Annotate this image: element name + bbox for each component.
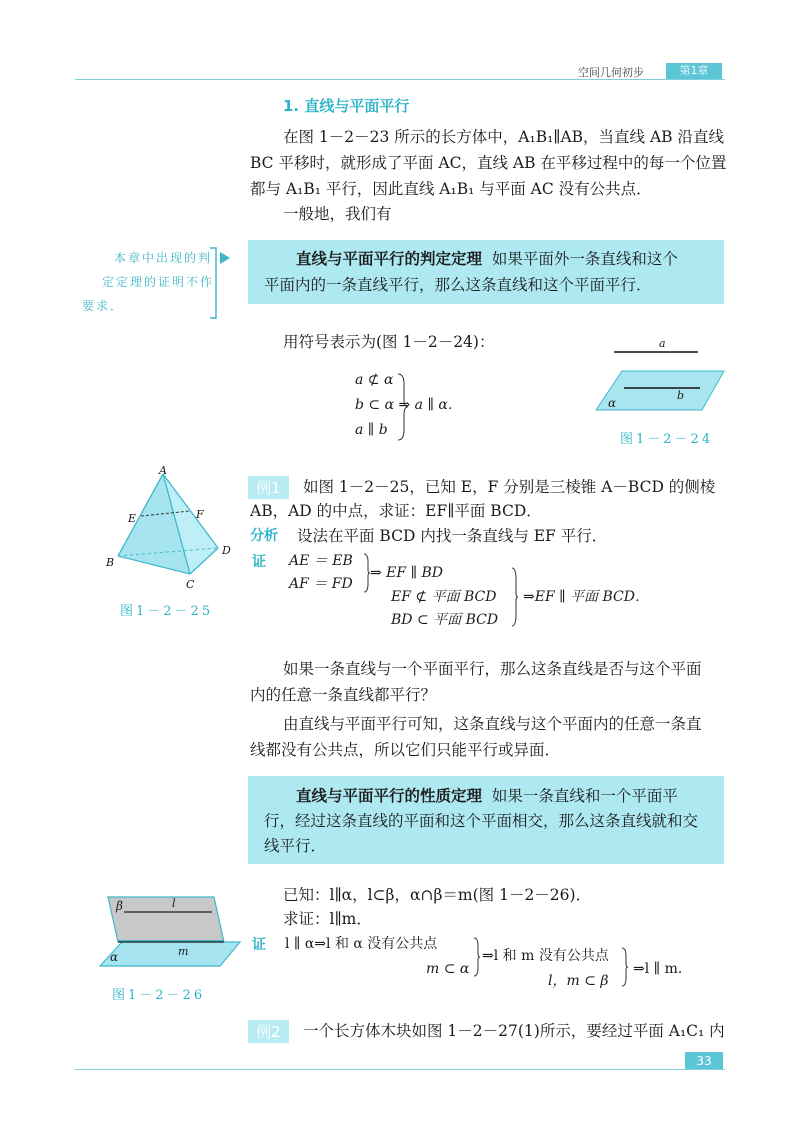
- symbolic-intro: 用符号表示为(图 1－2－24)：: [283, 333, 495, 351]
- theorem-2-title: 直线与平面平行的性质定理: [296, 787, 483, 805]
- fig24-label-alpha: α: [608, 396, 617, 410]
- intro-line-2: BC 平移时，就形成了平面 AC，直线 AB 在平移过程中的每一个位置: [250, 154, 727, 172]
- proof-1-line-5: BD ⊂ 平面 BCD: [391, 612, 499, 628]
- theorem-1-text-1: 如果平面外一条直线和这个: [491, 250, 678, 268]
- intro-line-4: 一般地，我们有: [283, 205, 392, 223]
- page-number: 33: [685, 1052, 723, 1070]
- margin-note-line-3: 要求．: [82, 299, 125, 313]
- proof-1-line-2: AF ＝ FD: [289, 576, 353, 592]
- symbolic-line-2: b ⊂ α ⇒ a ∥ α．: [355, 397, 462, 413]
- proof-1-label: 证: [252, 554, 266, 570]
- intro-line-1: 在图 1－2－23 所示的长方体中，A₁B₁∥AB，当直线 AB 沿直线: [283, 128, 724, 146]
- margin-note-line-2: 定定理的证明不作: [101, 275, 214, 289]
- example-2-line-1: 一个长方体木块如图 1－2－27(1)所示，要经过平面 A₁C₁ 内: [303, 1022, 725, 1040]
- proof-1-line-6: ⇒EF ∥ 平面 BCD．: [523, 589, 649, 605]
- running-header-title: 空间几何初步: [578, 66, 644, 79]
- proof-2-brace-2-icon: [620, 946, 630, 988]
- proof-1-brace-1-icon: [362, 552, 372, 594]
- analysis-text: 设法在平面 BCD 内找一条直线与 EF 平行．: [297, 527, 608, 545]
- fig25-label-D: D: [222, 544, 231, 557]
- symbolic-line-1: a ⊄ α: [355, 372, 394, 388]
- question-line-1: 如果一条直线与一个平面平行，那么这条直线是否与这个平面: [283, 660, 702, 678]
- answer-line-2: 线都没有公共点，所以它们只能平行或异面．: [250, 741, 561, 759]
- theorem-1-line-2: 平面内的一条直线平行，那么这条直线和这个平面平行．: [264, 276, 652, 294]
- intro-line-3: 都与 A₁B₁ 平行，因此直线 A₁B₁ 与平面 AC 没有公共点．: [250, 180, 652, 198]
- proof-2-line-3: ⇒l 和 m 没有公共点: [482, 948, 609, 964]
- fig26-caption: 图1－2－26: [112, 988, 206, 1003]
- proof-2-brace-1-icon: [472, 936, 482, 978]
- example-2-label: 例2: [248, 1020, 289, 1043]
- given-known: 已知：l∥α，l⊂β，α∩β＝m(图 1－2－26)．: [283, 886, 592, 904]
- example-1-line-2: AB，AD 的中点，求证：EF∥平面 BCD．: [250, 502, 542, 520]
- proof-1-line-3: ⇒ EF ∥ BD: [370, 565, 443, 581]
- fig26-label-l: l: [172, 897, 176, 910]
- given-prove: 求证：l∥m．: [283, 910, 372, 928]
- proof-2-line-2: m ⊂ α: [426, 961, 470, 977]
- fig25-label-E: E: [128, 512, 137, 525]
- symbolic-brace-icon: [395, 372, 409, 442]
- proof-2-label: 证: [252, 937, 266, 953]
- fig26-label-m: m: [178, 945, 189, 958]
- proof-1-brace-2-icon: [510, 566, 520, 628]
- proof-2-line-1: l ∥ α⇒l 和 α 没有公共点: [285, 936, 438, 952]
- fig26-label-beta: β: [116, 899, 123, 913]
- example-1-line-1: 如图 1－2－25，已知 E，F 分别是三棱锥 A－BCD 的侧棱: [303, 478, 716, 496]
- chapter-badge: 第1章: [666, 63, 722, 79]
- example-1-label: 例1: [248, 476, 289, 499]
- fig26-label-alpha: α: [110, 950, 119, 964]
- fig24-label-a: a: [659, 337, 666, 350]
- fig25-caption: 图1－2－25: [120, 604, 214, 619]
- fig24-label-b: b: [677, 389, 685, 402]
- symbolic-line-3: a ∥ b: [355, 422, 388, 438]
- proof-2-line-4: l，m ⊂ β: [548, 973, 609, 989]
- theorem-2-line-2: 行，经过这条直线的平面和这个平面相交，那么这条直线就和交: [264, 812, 699, 830]
- footer-rule: [75, 1069, 725, 1070]
- theorem-1-title: 直线与平面平行的判定定理: [296, 250, 483, 268]
- margin-bracket-icon: [204, 244, 234, 324]
- analysis-label: 分析: [250, 528, 278, 544]
- theorem-2-line-3: 线平行．: [264, 837, 327, 855]
- proof-1-line-4: EF ⊄ 平面 BCD: [391, 589, 497, 605]
- question-line-2: 内的任意一条直线都平行？: [250, 686, 437, 704]
- theorem-1-line-1: [296, 248, 678, 270]
- fig25-label-F: F: [196, 508, 204, 521]
- fig24-caption: 图1－2－24: [620, 432, 714, 447]
- theorem-2-line-1: [296, 785, 678, 807]
- proof-2-line-5: ⇒l ∥ m．: [633, 961, 692, 977]
- margin-note: [82, 246, 212, 318]
- figure-1-2-25: [100, 462, 240, 592]
- section-heading: 1. 直线与平面平行: [283, 97, 410, 115]
- proof-1-line-1: AE ＝ EB: [289, 553, 353, 569]
- fig25-label-C: C: [186, 578, 195, 591]
- fig25-label-A: A: [159, 464, 167, 477]
- header-rule: [75, 79, 725, 80]
- margin-note-line-1: 本章中出现的判: [113, 251, 212, 265]
- fig25-label-B: B: [106, 556, 115, 569]
- theorem-2-text-1: 如果一条直线和一个平面平: [491, 787, 678, 805]
- answer-line-1: 由直线与平面平行可知，这条直线与这个平面内的任意一条直: [283, 715, 702, 733]
